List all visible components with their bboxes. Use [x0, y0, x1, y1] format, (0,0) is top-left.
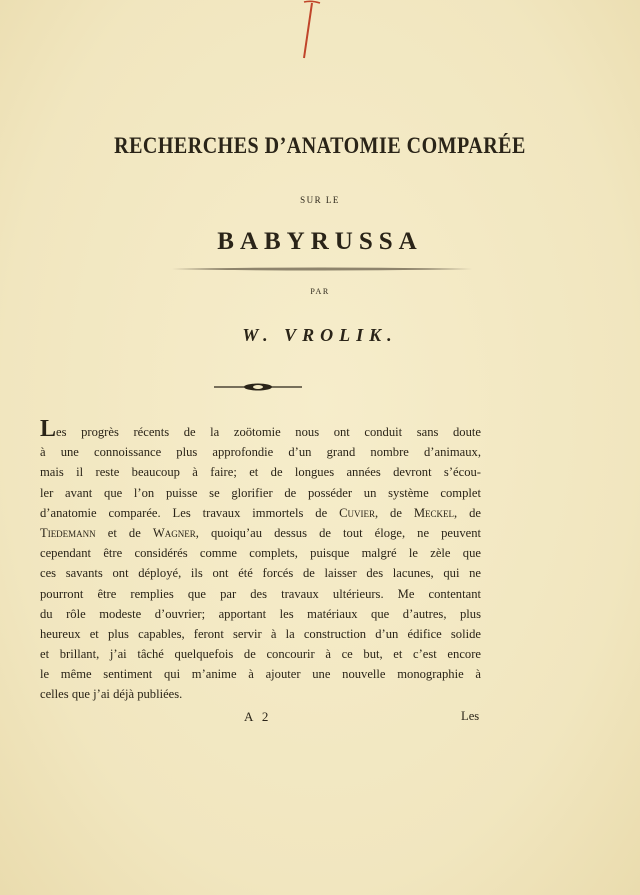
title-underline-rule	[172, 266, 472, 272]
drop-cap: L	[40, 416, 57, 442]
body-line: d’anatomie comparée. Les travaux immortels de Cuvier, de Meckel, de	[40, 505, 481, 520]
body-line: ler avant que l’on puisse se glorifier de posséder un système complet	[40, 485, 481, 500]
author-ref-tiedemann: Tiedemann	[40, 525, 96, 540]
body-line: le même sentiment qui m’anime à ajouter une nouvelle monographie à	[40, 667, 481, 682]
catchword: Les	[461, 709, 480, 723]
body-line: mais il reste beaucoup à faire; et de longues années devront s’écou-	[40, 465, 481, 480]
body-line: Les progrès récents de la zoötomie nous ont conduit sans doute	[40, 416, 481, 442]
signature-mark: A 2	[244, 709, 272, 724]
body-line: et brillant, j’ai tâché quelquefois de concourir à ce but, et c’est encore	[40, 647, 481, 662]
body-line: Tiedemann et de Wagner, quoiqu’au dessus de tout éloge, ne peuvent	[40, 525, 481, 540]
body-line: ces savants ont déployé, ils ont été forcés de laisser des lacunes, qui ne	[40, 566, 481, 581]
body-line: celles que j’ai déjà publiées.	[40, 687, 183, 702]
author-ref-cuvier: Cuvier	[339, 505, 375, 520]
author-name: W. VROLIK.	[242, 325, 398, 345]
body-line: à une connoissance plus approfondie d’un grand nombre d’animaux,	[40, 445, 481, 460]
body-paragraph	[40, 416, 481, 705]
byline-par: PAR	[310, 287, 330, 296]
main-title: BABYRUSSA	[217, 228, 423, 255]
body-line: pourront être remplies que par des travaux ultérieurs. Me contentant	[40, 586, 481, 601]
body-line: cependant être considérés comme complets, puisque malgré le zèle que	[40, 546, 481, 561]
handwritten-corner-mark	[290, 0, 326, 62]
section-ornament	[212, 381, 304, 393]
article-title: RECHERCHES D’ANATOMIE COMPARÉE	[114, 133, 526, 159]
author-ref-meckel: Meckel	[413, 505, 455, 520]
body-line: du rôle modeste d’ouvrier; apportant les matériaux que d’autres, plus	[40, 606, 481, 621]
author-ref-wagner: Wagner	[152, 525, 196, 540]
subtitle-sur-le: SUR LE	[300, 195, 340, 205]
body-line: heureux et plus capables, feront servir à la construction d’un édifice solide	[40, 626, 481, 641]
